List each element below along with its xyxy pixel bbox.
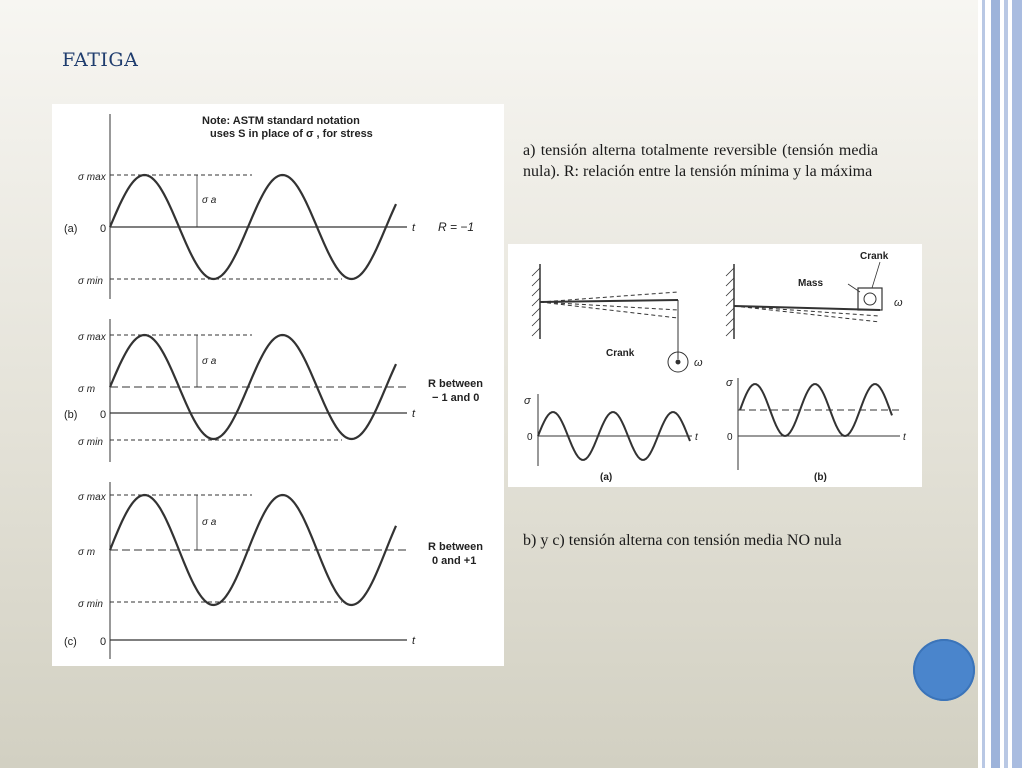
decorative-circle: [913, 639, 975, 701]
plot-b-t: t: [903, 432, 906, 443]
panel-b-sigma-min: σ min: [78, 437, 103, 448]
plot-a-t: t: [695, 432, 698, 443]
omega-b: ω: [894, 297, 903, 309]
plot-b-zero: 0: [727, 432, 733, 443]
stress-plot-a: [538, 394, 692, 466]
mass-label: Mass: [798, 278, 824, 289]
panel-c-label: (c): [64, 636, 77, 648]
panel-a-zero: 0: [100, 223, 107, 235]
panel-a-t: t: [412, 222, 416, 234]
omega-a: ω: [694, 357, 703, 369]
panel-b-sigma-max: σ max: [78, 332, 106, 343]
cantilever-crank-figure: [508, 244, 922, 487]
note-line-2: uses S in place of σ , for stress: [210, 128, 373, 140]
plot-b-label: (b): [814, 472, 827, 483]
stress-cycles-diagram: [52, 104, 504, 666]
caption-fully-reversed: a) tensión alterna totalmente reversible (tensión media nula). R: relación entre la tensión mínima y la máxima: [523, 142, 878, 180]
panel-c-sigma-m: σ m: [78, 547, 96, 558]
panel-c-sigma-min: σ min: [78, 599, 103, 610]
plot-a-zero: 0: [527, 432, 533, 443]
panel-a-r: R = −1: [438, 220, 475, 234]
slide-title: FATIGA: [62, 49, 139, 71]
panel-b-r-line1: R between: [428, 378, 484, 390]
right-border-decoration: [978, 0, 1024, 768]
plot-a-label: (a): [600, 472, 613, 483]
panel-c-r-line2: 0 and +1: [432, 555, 477, 567]
panel-b-zero: 0: [100, 409, 107, 421]
panel-b-sigma-m: σ m: [78, 384, 96, 395]
plot-b-sigma: σ: [726, 377, 733, 389]
note-line-1: Note: ASTM standard notation: [202, 115, 360, 127]
panel-c-zero: 0: [100, 636, 107, 648]
cantilever-b: [726, 262, 882, 339]
panel-a-sigma-max: σ max: [78, 172, 106, 183]
panel-b-label: (b): [64, 409, 78, 421]
panel-a-label: (a): [64, 223, 78, 235]
panel-c-sigma-max: σ max: [78, 492, 106, 503]
cantilever-crank-diagram: [508, 244, 922, 487]
panel-c-r-line1: R between: [428, 541, 484, 553]
panel-c: [110, 482, 407, 659]
caption-nonzero-mean: b) y c) tensión alterna con tensión media NO nula: [523, 532, 842, 549]
panel-c-sigma-a: σ a: [202, 517, 217, 528]
panel-b-t: t: [412, 408, 416, 420]
panel-a: [110, 114, 407, 299]
plot-a-sigma: σ: [524, 395, 531, 407]
crank-label-b: Crank: [860, 251, 889, 262]
panel-b-sigma-a: σ a: [202, 356, 217, 367]
crank-label-a: Crank: [606, 348, 635, 359]
panel-a-sigma-a: σ a: [202, 195, 217, 206]
stress-cycles-figure: [52, 104, 504, 666]
panel-c-t: t: [412, 635, 416, 647]
panel-b-r-line2: − 1 and 0: [432, 392, 480, 404]
panel-b: [110, 319, 407, 462]
panel-a-sigma-min: σ min: [78, 276, 103, 287]
stress-plot-b: [738, 378, 900, 470]
